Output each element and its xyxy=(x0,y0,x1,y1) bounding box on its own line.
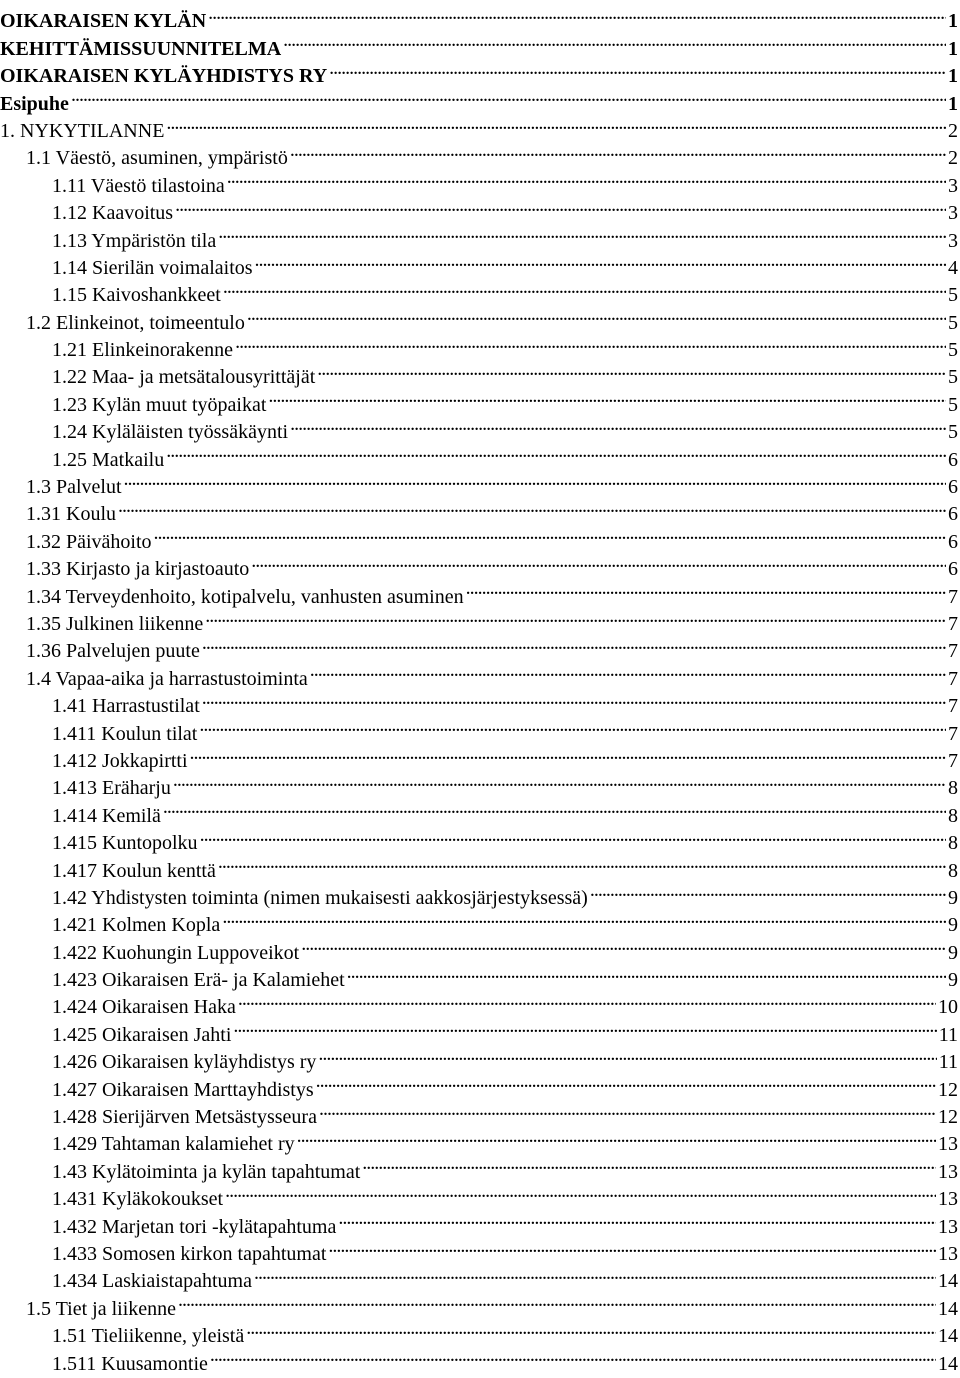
dot-leader xyxy=(251,548,946,575)
toc-entry-page-number: 1 xyxy=(948,37,958,60)
toc-entry-page-number: 7 xyxy=(948,749,958,772)
toc-entry-page-number: 9 xyxy=(948,941,958,964)
dot-leader xyxy=(290,411,946,438)
toc-entry-title: 1.434 Laskiaistapahtuma xyxy=(52,1270,252,1293)
toc-entry-page-number: 7 xyxy=(948,667,958,690)
toc-entry-title: 1.429 Tahtaman kalamiehet ry xyxy=(52,1133,295,1156)
toc-entry-page-number: 6 xyxy=(948,558,958,581)
dot-leader xyxy=(317,356,946,383)
toc-entry-title: 1.25 Matkailu xyxy=(52,448,165,471)
toc-entry-title: 1.5 Tiet ja liikenne xyxy=(26,1297,176,1320)
toc-entry-page-number: 1 xyxy=(948,65,958,88)
toc-entry-title: 1.428 Sierijärven Metsästysseura xyxy=(52,1106,317,1129)
toc-entry-title: 1.51 Tieliikenne, yleistä xyxy=(52,1325,245,1348)
toc-entry-title: 1.426 Oikaraisen kyläyhdistys ry xyxy=(52,1051,317,1074)
toc-entry-title: 1.15 Kaivoshankkeet xyxy=(52,284,221,307)
dot-leader xyxy=(166,110,946,137)
toc-entry[interactable] xyxy=(0,520,960,553)
toc-entry-page-number: 5 xyxy=(948,393,958,416)
toc-entry-page-number: 6 xyxy=(948,448,958,471)
toc-entry-page-number: 13 xyxy=(938,1242,958,1265)
dot-leader xyxy=(173,767,946,794)
dot-leader xyxy=(163,794,946,821)
dot-leader xyxy=(246,1315,936,1342)
toc-entry-title: 1.41 Harrastustilat xyxy=(52,695,200,718)
toc-entry-title: OIKARAISEN KYLÄYHDISTYS RY xyxy=(0,65,328,88)
toc-entry-title: 1.417 Koulun kenttä xyxy=(52,859,216,882)
toc-entry-page-number: 14 xyxy=(938,1325,958,1348)
toc-entry-page-number: 7 xyxy=(948,612,958,635)
toc-entry-title: 1.4 Vapaa-aika ja harrastustoiminta xyxy=(26,667,308,690)
toc-entry-page-number: 14 xyxy=(938,1297,958,1320)
dot-leader xyxy=(347,959,946,986)
toc-entry-title: 1.1 Väestö, asuminen, ympäristö xyxy=(26,147,288,170)
toc-entry-page-number: 5 xyxy=(948,421,958,444)
dot-leader xyxy=(202,685,946,712)
toc-entry-title: OIKARAISEN KYLÄN xyxy=(0,10,207,33)
dot-leader xyxy=(124,466,946,493)
toc-entry-page-number: 6 xyxy=(948,503,958,526)
toc-entry-page-number: 12 xyxy=(938,1078,958,1101)
toc-entry-title: 1.415 Kuntopolku xyxy=(52,832,198,855)
dot-leader xyxy=(202,630,946,657)
toc-entry-page-number: 8 xyxy=(948,859,958,882)
dot-leader xyxy=(178,1287,936,1314)
toc-entry-page-number: 3 xyxy=(948,202,958,225)
toc-entry-page-number: 7 xyxy=(948,585,958,608)
toc-entry-title: 1.32 Päivähoito xyxy=(26,530,152,553)
dot-leader xyxy=(255,247,946,274)
dot-leader xyxy=(247,301,946,328)
toc-entry-title: 1.431 Kyläkokoukset xyxy=(52,1188,224,1211)
toc-entry-title: 1.11 Väestö tilastoina xyxy=(52,174,225,197)
dot-leader xyxy=(466,575,946,602)
toc-entry-title: 1.35 Julkinen liikenne xyxy=(26,612,204,635)
dot-leader xyxy=(310,657,946,684)
dot-leader xyxy=(316,1068,936,1095)
toc-entry-page-number: 11 xyxy=(938,1023,958,1046)
toc-entry-page-number: 1 xyxy=(948,92,958,115)
toc-entry-title: 1.13 Ympäristön tila xyxy=(52,229,217,252)
dot-leader xyxy=(190,740,946,767)
toc-entry-page-number: 6 xyxy=(948,530,958,553)
dot-leader xyxy=(338,1205,936,1232)
toc-entry-title: 1. NYKYTILANNE xyxy=(0,119,165,142)
dot-leader xyxy=(301,931,946,958)
toc-entry-title: 1.411 Koulun tilat xyxy=(52,722,198,745)
dot-leader xyxy=(223,274,946,301)
dot-leader xyxy=(362,1150,936,1177)
dot-leader xyxy=(154,520,946,547)
dot-leader xyxy=(227,164,946,191)
dot-leader xyxy=(210,1342,936,1369)
toc-entry-title: 1.433 Somosen kirkon tapahtumat xyxy=(52,1242,327,1265)
toc-entry[interactable] xyxy=(0,466,960,499)
toc-entry-page-number: 7 xyxy=(948,722,958,745)
toc-entry-page-number: 13 xyxy=(938,1215,958,1238)
dot-leader xyxy=(200,822,946,849)
dot-leader xyxy=(205,603,946,630)
toc-entry-title: 1.36 Palvelujen puute xyxy=(26,640,200,663)
toc-entry[interactable] xyxy=(0,0,960,33)
toc-entry[interactable] xyxy=(0,493,960,526)
dot-leader xyxy=(199,712,946,739)
toc-entry-title: KEHITTÄMISSUUNNITELMA xyxy=(0,37,282,60)
toc-entry-page-number: 3 xyxy=(948,229,958,252)
toc-entry-title: 1.422 Kuohungin Luppoveikot xyxy=(52,941,300,964)
toc-entry-page-number: 8 xyxy=(948,832,958,855)
toc-entry-title: 1.413 Eräharju xyxy=(52,777,171,800)
toc-entry-title: 1.432 Marjetan tori -kylätapahtuma xyxy=(52,1215,337,1238)
toc-entry-page-number: 9 xyxy=(948,914,958,937)
dot-leader xyxy=(328,1233,936,1260)
toc-entry-page-number: 3 xyxy=(948,174,958,197)
toc-entry-title: 1.2 Elinkeinot, toimeentulo xyxy=(26,311,245,334)
toc-entry-title: 1.425 Oikaraisen Jahti xyxy=(52,1023,232,1046)
toc-entry-page-number: 14 xyxy=(938,1270,958,1293)
toc-entry-title: 1.423 Oikaraisen Erä- ja Kalamiehet xyxy=(52,969,345,992)
toc-entry-title: 1.42 Yhdistysten toiminta (nimen mukaisesti aakkosjärjestyksessä) xyxy=(52,886,588,909)
toc-entry-title: 1.34 Terveydenhoito, kotipalvelu, vanhusten asuminen xyxy=(26,585,464,608)
toc-entry-page-number: 13 xyxy=(938,1160,958,1183)
toc-entry[interactable] xyxy=(0,82,960,115)
toc-entry-page-number: 2 xyxy=(948,147,958,170)
toc-entry-page-number: 1 xyxy=(948,10,958,33)
dot-leader xyxy=(290,137,946,164)
dot-leader xyxy=(218,219,946,246)
toc-entry-page-number: 4 xyxy=(948,256,958,279)
dot-leader xyxy=(175,192,946,219)
dot-leader xyxy=(268,383,946,410)
dot-leader xyxy=(166,438,946,465)
toc-entry-title: 1.43 Kylätoiminta ja kylän tapahtumat xyxy=(52,1160,361,1183)
toc-entry-page-number: 8 xyxy=(948,777,958,800)
toc-entry-title: 1.31 Koulu xyxy=(26,503,116,526)
dot-leader xyxy=(233,1013,936,1040)
dot-leader xyxy=(319,1096,936,1123)
dot-leader xyxy=(590,877,946,904)
toc-entry-title: 1.421 Kolmen Kopla xyxy=(52,914,221,937)
dot-leader xyxy=(238,986,936,1013)
toc-entry-title: 1.24 Kyläläisten työssäkäynti xyxy=(52,421,289,444)
toc-entry-page-number: 9 xyxy=(948,886,958,909)
toc-entry-title: 1.14 Sierilän voimalaitos xyxy=(52,256,253,279)
toc-entry-page-number: 9 xyxy=(948,969,958,992)
toc-entry-title: 1.3 Palvelut xyxy=(26,476,122,499)
toc-entry-title: 1.22 Maa- ja metsätalousyrittäjät xyxy=(52,366,316,389)
dot-leader xyxy=(235,329,946,356)
toc-entry-title: 1.23 Kylän muut työpaikat xyxy=(52,393,267,416)
dot-leader xyxy=(222,904,946,931)
toc-entry-page-number: 5 xyxy=(948,311,958,334)
toc-entry-page-number: 12 xyxy=(938,1106,958,1129)
toc-entry-title: 1.33 Kirjasto ja kirjastoauto xyxy=(26,558,250,581)
toc-entry-page-number: 2 xyxy=(948,119,958,142)
toc-entry-page-number: 14 xyxy=(938,1352,958,1375)
toc-entry-title: 1.427 Oikaraisen Marttayhdistys xyxy=(52,1078,314,1101)
dot-leader xyxy=(254,1260,936,1287)
dot-leader xyxy=(329,55,946,82)
toc-entry-title: Esipuhe xyxy=(0,92,69,115)
dot-leader xyxy=(208,0,946,27)
dot-leader xyxy=(71,82,946,109)
toc-entry-title: 1.412 Jokkapirtti xyxy=(52,749,188,772)
toc-entry-page-number: 5 xyxy=(948,366,958,389)
toc-entry-title: 1.424 Oikaraisen Haka xyxy=(52,996,236,1019)
dot-leader xyxy=(297,1123,936,1150)
toc-entry-title: 1.12 Kaavoitus xyxy=(52,202,174,225)
toc-entry-page-number: 13 xyxy=(938,1188,958,1211)
toc-entry[interactable] xyxy=(0,110,960,142)
toc-entry-title: 1.21 Elinkeinorakenne xyxy=(52,339,234,362)
toc-entry-title: 1.511 Kuusamontie xyxy=(52,1352,208,1375)
toc-entry-title: 1.414 Kemilä xyxy=(52,804,161,827)
dot-leader xyxy=(283,27,946,54)
toc-entry-page-number: 7 xyxy=(948,695,958,718)
toc-entry-page-number: 8 xyxy=(948,804,958,827)
toc-entry-page-number: 10 xyxy=(938,996,958,1019)
dot-leader xyxy=(225,1178,936,1205)
toc-entry-page-number: 6 xyxy=(948,476,958,499)
dot-leader xyxy=(118,493,946,520)
toc-entry-page-number: 13 xyxy=(938,1133,958,1156)
toc-entry-page-number: 7 xyxy=(948,640,958,663)
toc-entry-page-number: 5 xyxy=(948,284,958,307)
dot-leader xyxy=(218,849,946,876)
toc-entry-page-number: 11 xyxy=(938,1051,958,1074)
toc-entry-page-number: 5 xyxy=(948,339,958,362)
dot-leader xyxy=(318,1041,936,1068)
